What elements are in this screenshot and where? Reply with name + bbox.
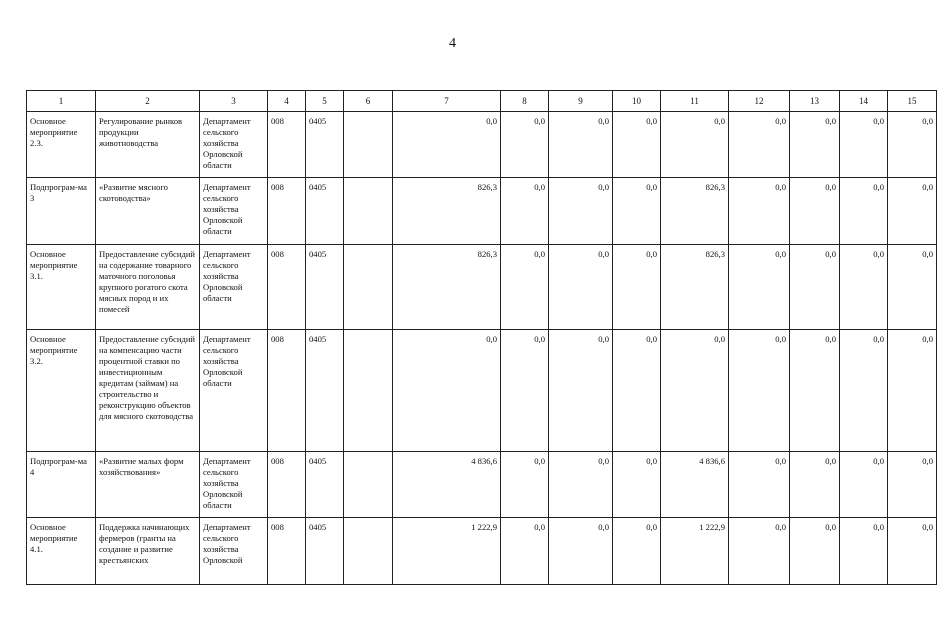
empty-cell — [344, 245, 393, 330]
column-header: 13 — [790, 91, 840, 112]
event-name-cell: Основное мероприятие 4.1. — [27, 518, 96, 585]
event-name-cell: Основное мероприятие 3.1. — [27, 245, 96, 330]
value-cell: 826,3 — [393, 178, 501, 245]
value-cell: 0,0 — [888, 452, 937, 518]
value-cell: 0,0 — [501, 245, 549, 330]
value-cell: 0,0 — [840, 178, 888, 245]
value-cell: 0,0 — [613, 452, 661, 518]
value-cell: 0,0 — [613, 245, 661, 330]
column-header: 7 — [393, 91, 501, 112]
table-row — [27, 452, 937, 518]
code-cell: 0405 — [306, 112, 344, 178]
column-header: 2 — [96, 91, 200, 112]
code-cell: 008 — [268, 330, 306, 452]
value-cell: 0,0 — [888, 112, 937, 178]
value-cell: 0,0 — [549, 330, 613, 452]
value-cell: 0,0 — [393, 330, 501, 452]
column-header: 10 — [613, 91, 661, 112]
value-cell: 0,0 — [840, 245, 888, 330]
value-cell: 0,0 — [729, 330, 790, 452]
description-cell: «Развитие малых форм хозяйствования» — [96, 452, 200, 518]
value-cell: 0,0 — [501, 518, 549, 585]
column-header: 15 — [888, 91, 937, 112]
value-cell: 0,0 — [549, 245, 613, 330]
empty-cell — [344, 112, 393, 178]
executor-cell: Департамент сельского хозяйства Орловской области — [200, 178, 268, 245]
value-cell: 0,0 — [790, 452, 840, 518]
code-cell: 008 — [268, 245, 306, 330]
table-row — [27, 245, 937, 330]
code-cell: 0405 — [306, 178, 344, 245]
column-header: 4 — [268, 91, 306, 112]
value-cell: 0,0 — [549, 112, 613, 178]
value-cell: 0,0 — [613, 112, 661, 178]
value-cell: 0,0 — [549, 452, 613, 518]
value-cell: 0,0 — [790, 178, 840, 245]
column-header: 5 — [306, 91, 344, 112]
table-row — [27, 518, 937, 585]
value-cell: 0,0 — [729, 245, 790, 330]
value-cell: 0,0 — [888, 178, 937, 245]
value-cell: 0,0 — [790, 330, 840, 452]
event-name-cell: Подпрограм-ма 4 — [27, 452, 96, 518]
description-cell: Поддержка начинающих фермеров (гранты на создание и развитие крестьянских — [96, 518, 200, 585]
code-cell: 008 — [268, 452, 306, 518]
value-cell: 0,0 — [729, 112, 790, 178]
empty-cell — [344, 178, 393, 245]
code-cell: 0405 — [306, 245, 344, 330]
code-cell: 008 — [268, 518, 306, 585]
value-cell: 0,0 — [888, 245, 937, 330]
description-cell: Предоставление субсидий на содержание товарного маточного поголовья крупного рогатого скота мясных пород и их помесей — [96, 245, 200, 330]
column-header: 14 — [840, 91, 888, 112]
value-cell: 0,0 — [790, 245, 840, 330]
column-header: 9 — [549, 91, 613, 112]
value-cell: 0,0 — [613, 330, 661, 452]
empty-cell — [344, 452, 393, 518]
budget-table — [26, 90, 937, 585]
column-header: 6 — [344, 91, 393, 112]
description-cell: Предоставление субсидий на компенсацию части процентной ставки по инвестиционным кредитам (займам) на строительство и реконструкцию объектов для мясного скотоводства — [96, 330, 200, 452]
code-cell: 0405 — [306, 330, 344, 452]
column-header: 8 — [501, 91, 549, 112]
column-header: 11 — [661, 91, 729, 112]
event-name-cell: Основное мероприятие 2.3. — [27, 112, 96, 178]
value-cell: 0,0 — [729, 518, 790, 585]
description-cell: Регулирование рынков продукции животноводства — [96, 112, 200, 178]
table-row — [27, 330, 937, 452]
value-cell: 0,0 — [840, 452, 888, 518]
header-row — [27, 91, 937, 112]
value-cell: 0,0 — [549, 518, 613, 585]
value-cell: 4 836,6 — [661, 452, 729, 518]
value-cell: 826,3 — [661, 245, 729, 330]
value-cell: 0,0 — [501, 178, 549, 245]
code-cell: 008 — [268, 112, 306, 178]
table-row — [27, 178, 937, 245]
budget-table-wrapper — [26, 90, 933, 640]
description-cell: «Развитие мясного скотоводства» — [96, 178, 200, 245]
empty-cell — [344, 330, 393, 452]
executor-cell: Департамент сельского хозяйства Орловской — [200, 518, 268, 585]
event-name-cell: Подпрограм-ма 3 — [27, 178, 96, 245]
value-cell: 0,0 — [840, 518, 888, 585]
executor-cell: Департамент сельского хозяйства Орловской области — [200, 245, 268, 330]
value-cell: 0,0 — [661, 112, 729, 178]
executor-cell: Департамент сельского хозяйства Орловской области — [200, 452, 268, 518]
event-name-cell: Основное мероприятие 3.2. — [27, 330, 96, 452]
code-cell: 008 — [268, 178, 306, 245]
code-cell: 0405 — [306, 452, 344, 518]
value-cell: 0,0 — [393, 112, 501, 178]
column-header: 3 — [200, 91, 268, 112]
value-cell: 1 222,9 — [393, 518, 501, 585]
column-header: 1 — [27, 91, 96, 112]
value-cell: 0,0 — [840, 330, 888, 452]
code-cell: 0405 — [306, 518, 344, 585]
value-cell: 0,0 — [729, 452, 790, 518]
value-cell: 0,0 — [729, 178, 790, 245]
value-cell: 0,0 — [790, 518, 840, 585]
value-cell: 0,0 — [501, 112, 549, 178]
value-cell: 0,0 — [888, 518, 937, 585]
value-cell: 0,0 — [888, 330, 937, 452]
column-header: 12 — [729, 91, 790, 112]
value-cell: 4 836,6 — [393, 452, 501, 518]
value-cell: 0,0 — [613, 178, 661, 245]
value-cell: 1 222,9 — [661, 518, 729, 585]
value-cell: 0,0 — [549, 178, 613, 245]
empty-cell — [344, 518, 393, 585]
value-cell: 0,0 — [840, 112, 888, 178]
page-number: 4 — [449, 36, 456, 51]
value-cell: 0,0 — [613, 518, 661, 585]
value-cell: 0,0 — [661, 330, 729, 452]
value-cell: 0,0 — [501, 452, 549, 518]
table-row — [27, 112, 937, 178]
value-cell: 0,0 — [790, 112, 840, 178]
value-cell: 826,3 — [393, 245, 501, 330]
executor-cell: Департамент сельского хозяйства Орловской области — [200, 112, 268, 178]
value-cell: 826,3 — [661, 178, 729, 245]
executor-cell: Департамент сельского хозяйства Орловской области — [200, 330, 268, 452]
value-cell: 0,0 — [501, 330, 549, 452]
